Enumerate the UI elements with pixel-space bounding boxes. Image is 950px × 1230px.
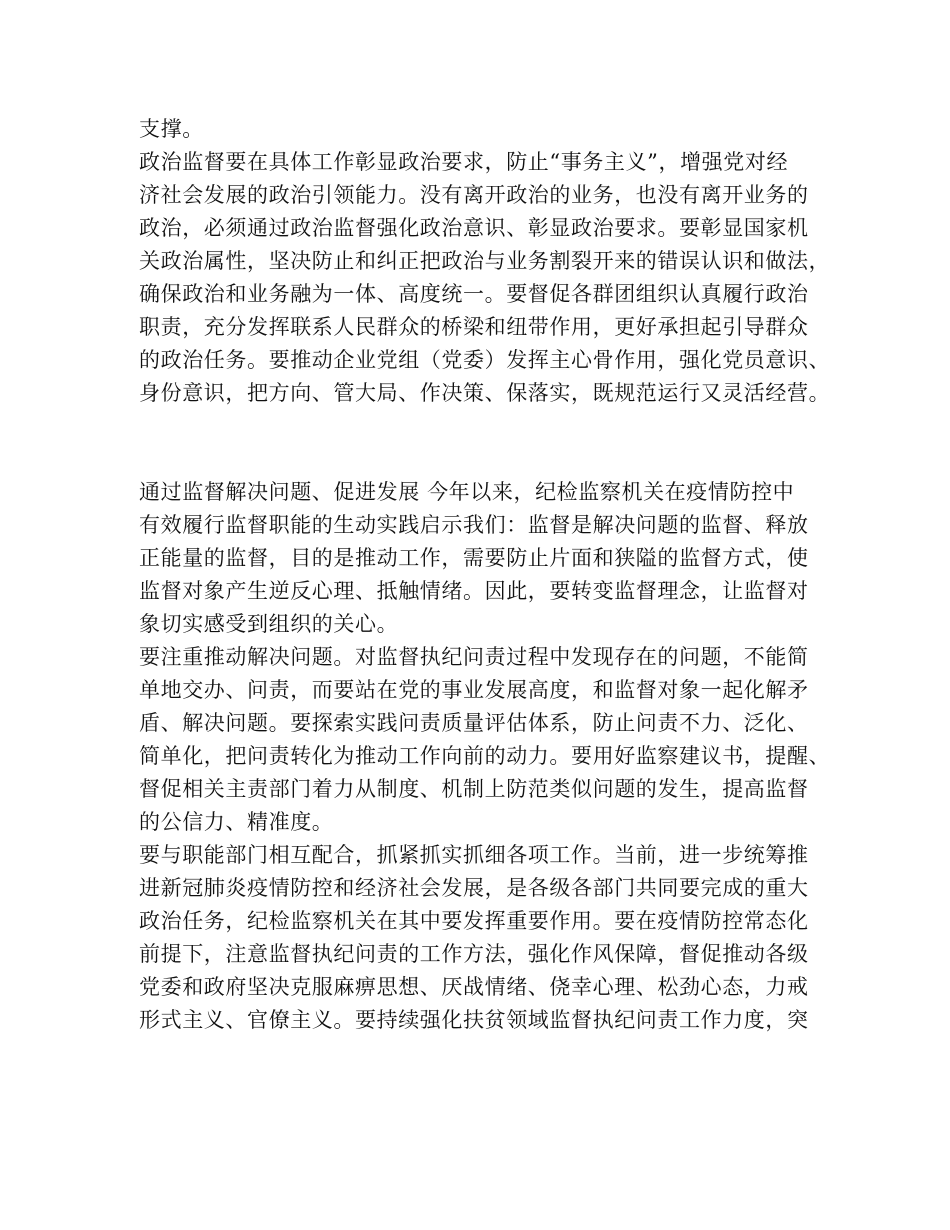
text-line: 进新冠肺炎疫情防控和经济社会发展，是各级各部门共同要完成的重大 xyxy=(139,876,809,900)
text-line: 监督对象产生逆反心理、抵触情绪。因此，要转变监督理念，让监督对 xyxy=(139,579,809,603)
text-line: 盾、解决问题。要探索实践问责质量评估体系，防止问责不力、泛化、 xyxy=(139,711,809,735)
text-line: 督促相关主责部门着力从制度、机制上防范类似问题的发生，提高监督 xyxy=(139,777,809,801)
text-line: 济社会发展的政治引领能力。没有离开政治的业务，也没有离开业务的 xyxy=(139,183,809,207)
text-line: 政治监督要在具体工作彰显政治要求，防止“事务主义”，增强党对经 xyxy=(139,150,789,174)
text-line: 简单化，把问责转化为推动工作向前的动力。要用好监察建议书，提醒、 xyxy=(139,744,831,768)
text-line: 形式主义、官僚主义。要持续强化扶贫领域监督执纪问责工作力度，突 xyxy=(139,1008,809,1032)
text-line: 的公信力、精准度。 xyxy=(139,810,334,834)
text-line: 确保政治和业务融为一体、高度统一。要督促各群团组织认真履行政治 xyxy=(139,282,809,306)
text-line: 有效履行监督职能的生动实践启示我们：监督是解决问题的监督、释放 xyxy=(139,513,809,537)
text-line: 要与职能部门相互配合，抓紧抓实抓细各项工作。当前，进一步统筹推 xyxy=(139,843,809,867)
text-line: 象切实感受到组织的关心。 xyxy=(139,612,399,636)
text-line: 关政治属性，坚决防止和纠正把政治与业务割裂开来的错误认识和做法， xyxy=(139,249,831,273)
text-line: 政治，必须通过政治监督强化政治意识、彰显政治要求。要彰显国家机 xyxy=(139,216,809,240)
text-line: 政治任务，纪检监察机关在其中要发挥重要作用。要在疫情防控常态化 xyxy=(139,909,809,933)
text-line: 职责，充分发挥联系人民群众的桥梁和纽带作用，更好承担起引导群众 xyxy=(139,315,809,339)
text-line: 要注重推动解决问题。对监督执纪问责过程中发现存在的问题，不能简 xyxy=(139,645,809,669)
section-heading-line: 通过监督解决问题、促进发展 今年以来，纪检监察机关在疫情防控中 xyxy=(139,480,795,504)
text-line: 正能量的监督，目的是推动工作，需要防止片面和狭隘的监督方式，使 xyxy=(139,546,809,570)
text-line: 支撑。 xyxy=(139,117,204,141)
text-line: 党委和政府坚决克服麻痹思想、厌战情绪、侥幸心理、松劲心态，力戒 xyxy=(139,975,809,999)
text-line: 身份意识，把方向、管大局、作决策、保落实，既规范运行又灵活经营。 xyxy=(139,381,831,405)
text-line: 前提下，注意监督执纪问责的工作方法，强化作风保障，督促推动各级 xyxy=(139,942,809,966)
text-line: 的政治任务。要推动企业党组（党委）发挥主心骨作用，强化党员意识、 xyxy=(139,348,831,372)
text-line: 单地交办、问责，而要站在党的事业发展高度，和监督对象一起化解矛 xyxy=(139,678,809,702)
